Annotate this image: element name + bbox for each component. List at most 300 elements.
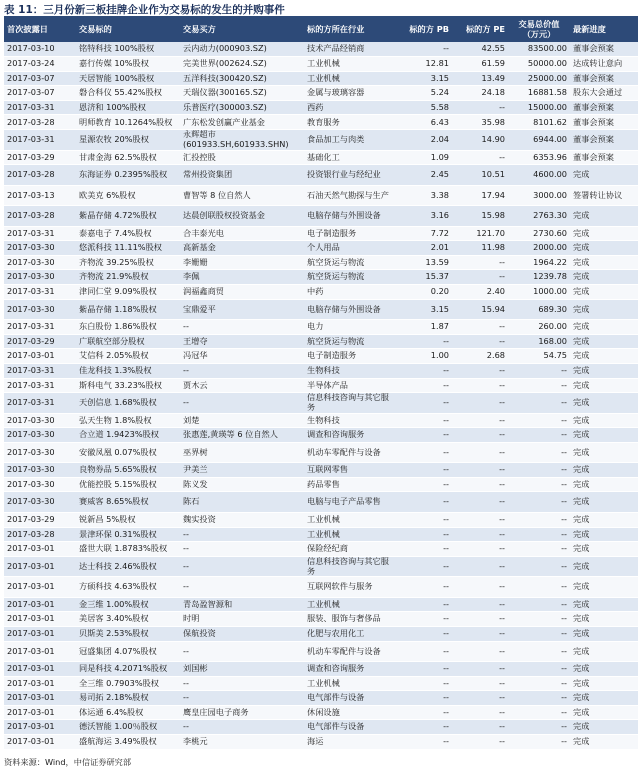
cell-industry: 调查和咨询服务 [304,662,396,677]
cell-industry: 互联网软件与服务 [304,577,396,598]
cell-value: 50000.00 [508,57,570,72]
cell-progress: 完成 [570,463,638,478]
cell-industry: 石油天然气勘探与生产 [304,185,396,206]
cell-buyer: -- [180,691,304,706]
header-date: 首次披露日 [4,16,76,42]
table-row [4,100,638,115]
table-row [4,42,638,57]
cell-date: 2017-03-31 [4,363,76,378]
cell-value: 8101.62 [508,115,570,130]
cell-date: 2017-03-31 [4,100,76,115]
cell-pe: 11.98 [452,241,508,256]
table-title: 表 11：三月份新三板挂牌企业作为交易标的发生的并购事件 [4,4,285,16]
cell-target: 磐合科仪 55.42%股权 [76,86,180,101]
cell-buyer: 达晨创联股权投资基金 [180,206,304,227]
table-row [4,477,638,492]
cell-industry: 航空货运与物流 [304,270,396,285]
cell-date: 2017-03-29 [4,334,76,349]
cell-progress: 完成 [570,577,638,598]
cell-target: 星源农牧 20%股权 [76,130,180,151]
cell-target: 弘天生物 1.8%股权 [76,413,180,428]
cell-date: 2017-03-01 [4,641,76,662]
cell-value: -- [508,363,570,378]
cell-target: 冠盛集团 4.07%股权 [76,641,180,662]
cell-value: -- [508,393,570,414]
cell-target: 明师教育 10.1264%股权 [76,115,180,130]
table-row [4,71,638,86]
cell-pb: -- [396,662,452,677]
cell-date: 2017-03-28 [4,206,76,227]
cell-target: 铭特科技 100%股权 [76,42,180,57]
cell-value: 4600.00 [508,165,570,186]
cell-pe: 17.94 [452,185,508,206]
cell-date: 2017-03-30 [4,428,76,443]
cell-date: 2017-03-28 [4,165,76,186]
cell-pb: 12.81 [396,57,452,72]
cell-target: 贝斯美 2.53%股权 [76,626,180,641]
cell-pb: -- [396,577,452,598]
cell-value: 168.00 [508,334,570,349]
cell-target: 甘肃金海 62.5%股权 [76,150,180,165]
cell-pb: -- [396,492,452,513]
cell-target: 金三维 1.00%股权 [76,597,180,612]
cell-pb: 1.09 [396,150,452,165]
cell-target: 良物券品 5.65%股权 [76,463,180,478]
cell-buyer: 天瑞仪器(300165.SZ) [180,86,304,101]
cell-industry: 化肥与农用化工 [304,626,396,641]
cell-pe: 35.98 [452,115,508,130]
cell-target: 安徽凤凰 0.07%股权 [76,442,180,463]
cell-target: 德沃智能 1.00％股权 [76,720,180,735]
cell-progress: 达成转让意向 [570,57,638,72]
table-row [4,597,638,612]
cell-pb: 2.04 [396,130,452,151]
cell-industry: 电脑存储与外围设备 [304,299,396,320]
cell-progress: 董事会预案 [570,71,638,86]
cell-pe: -- [452,334,508,349]
cell-pe: -- [452,442,508,463]
cell-industry: 工业机械 [304,676,396,691]
cell-progress: 完成 [570,393,638,414]
cell-industry: 电脑与电子产品零售 [304,492,396,513]
cell-target: 体运通 6.4%股权 [76,705,180,720]
cell-industry: 西药 [304,100,396,115]
header-industry: 标的方所在行业 [304,16,396,42]
cell-target: 恩济和 100%股权 [76,100,180,115]
cell-target: 盛世大联 1.8783%股权 [76,542,180,557]
cell-value: -- [508,428,570,443]
cell-pe: -- [452,626,508,641]
cell-buyer: 李佩 [180,270,304,285]
cell-value: 6353.96 [508,150,570,165]
cell-industry: 电气部件与设备 [304,720,396,735]
cell-pb: -- [396,735,452,750]
cell-progress: 完成 [570,413,638,428]
header-progress: 最新进度 [570,16,638,42]
cell-date: 2017-03-01 [4,691,76,706]
cell-progress: 完成 [570,270,638,285]
cell-date: 2017-03-31 [4,320,76,335]
cell-pb: 5.24 [396,86,452,101]
cell-progress: 完成 [570,512,638,527]
cell-buyer: 常州投资集团 [180,165,304,186]
cell-industry: 中药 [304,285,396,300]
cell-pe: 15.98 [452,206,508,227]
cell-date: 2017-03-30 [4,241,76,256]
cell-progress: 董事会预案 [570,130,638,151]
cell-value: 54.75 [508,349,570,364]
cell-industry: 工业机械 [304,512,396,527]
cell-pe: 61.59 [452,57,508,72]
mna-table [4,16,638,750]
table-row [4,206,638,227]
cell-value: 1964.22 [508,255,570,270]
cell-progress: 董事会预案 [570,42,638,57]
source-note: 资料来源：Wind，中信证券研究部 [4,757,132,767]
cell-buyer: 鹰皇庄园电子商务 [180,705,304,720]
cell-value: -- [508,463,570,478]
cell-pe: -- [452,428,508,443]
cell-industry: 电子制造服务 [304,226,396,241]
cell-target: 美居客 3.40%股权 [76,612,180,627]
cell-pb: -- [396,556,452,577]
cell-target: 紫晶存储 1.18%股权 [76,299,180,320]
cell-target: 嘉行传媒 10%股权 [76,57,180,72]
table-row [4,720,638,735]
cell-pb: -- [396,393,452,414]
cell-progress: 完成 [570,597,638,612]
cell-target: 景津环保 0.31%股权 [76,527,180,542]
cell-industry: 个人用品 [304,241,396,256]
cell-progress: 完成 [570,255,638,270]
cell-date: 2017-03-30 [4,492,76,513]
cell-date: 2017-03-31 [4,378,76,393]
cell-pb: 2.45 [396,165,452,186]
cell-progress: 完成 [570,226,638,241]
cell-industry: 电力 [304,320,396,335]
cell-value: -- [508,512,570,527]
table-row [4,115,638,130]
cell-industry: 服装、服饰与奢侈品 [304,612,396,627]
cell-date: 2017-03-01 [4,626,76,641]
cell-target: 易司拓 2.18%股权 [76,691,180,706]
cell-target: 锐新昌 5%股权 [76,512,180,527]
table-row [4,641,638,662]
cell-date: 2017-03-29 [4,512,76,527]
cell-value: 16881.58 [508,86,570,101]
cell-pe: 13.49 [452,71,508,86]
cell-buyer: 青岛盈智源和 [180,597,304,612]
table-row [4,463,638,478]
cell-value: -- [508,542,570,557]
cell-buyer: 广东松发创赢产业基金 [180,115,304,130]
cell-pb: 7.72 [396,226,452,241]
header-pb: 标的方 PB [396,16,452,42]
cell-buyer: 汇投控股 [180,150,304,165]
cell-pb: 3.15 [396,71,452,86]
cell-buyer: -- [180,641,304,662]
cell-buyer: 合丰泰光电 [180,226,304,241]
cell-value: -- [508,735,570,750]
cell-date: 2017-03-10 [4,42,76,57]
cell-pb: -- [396,705,452,720]
table-row [4,349,638,364]
cell-progress: 完成 [570,735,638,750]
cell-date: 2017-03-29 [4,150,76,165]
cell-buyer: -- [180,527,304,542]
cell-pe: -- [452,577,508,598]
cell-industry: 航空货运与物流 [304,334,396,349]
cell-date: 2017-03-30 [4,442,76,463]
cell-pe: -- [452,150,508,165]
table-row [4,363,638,378]
cell-pe: -- [452,255,508,270]
cell-pe: -- [452,691,508,706]
cell-target: 盛航海运 3.49%股权 [76,735,180,750]
cell-industry: 投资银行业与经纪业 [304,165,396,186]
table-body [4,42,638,749]
table-row [4,662,638,677]
cell-buyer: 尹美兰 [180,463,304,478]
table-row [4,320,638,335]
cell-progress: 完成 [570,378,638,393]
cell-pe: -- [452,597,508,612]
table-row [4,185,638,206]
cell-buyer: 魏实投资 [180,512,304,527]
cell-date: 2017-03-01 [4,556,76,577]
cell-pb: -- [396,641,452,662]
cell-progress: 完成 [570,612,638,627]
cell-progress: 完成 [570,428,638,443]
cell-value: 3000.00 [508,185,570,206]
cell-target: 紫晶存储 4.72%股权 [76,206,180,227]
cell-buyer: -- [180,542,304,557]
table-row [4,676,638,691]
cell-date: 2017-03-31 [4,226,76,241]
cell-buyer: 张惠莲,黄瑛等 6 位自然人 [180,428,304,443]
cell-date: 2017-03-31 [4,393,76,414]
cell-date: 2017-03-07 [4,71,76,86]
cell-date: 2017-03-01 [4,662,76,677]
cell-industry: 药品零售 [304,477,396,492]
table-row [4,150,638,165]
cell-pb: 3.16 [396,206,452,227]
cell-target: 合立道 1.9423%股权 [76,428,180,443]
cell-pb: -- [396,334,452,349]
cell-pb: -- [396,542,452,557]
cell-buyer: 五洋科技(300420.SZ) [180,71,304,86]
cell-date: 2017-03-30 [4,270,76,285]
cell-buyer: -- [180,320,304,335]
cell-buyer: 时明 [180,612,304,627]
cell-pe: -- [452,720,508,735]
cell-progress: 完成 [570,641,638,662]
cell-pe: -- [452,542,508,557]
cell-value: -- [508,492,570,513]
cell-buyer: 永辉超市(601933.SH,601933.SHN) [180,130,304,151]
cell-progress: 完成 [570,691,638,706]
cell-industry: 食品加工与肉类 [304,130,396,151]
table-row [4,57,638,72]
cell-value: -- [508,527,570,542]
table-row [4,626,638,641]
cell-date: 2017-03-01 [4,705,76,720]
cell-value: -- [508,705,570,720]
table-row [4,226,638,241]
cell-value: -- [508,641,570,662]
cell-industry: 机动车零配件与设备 [304,442,396,463]
table-row [4,86,638,101]
cell-value: 6944.00 [508,130,570,151]
cell-value: -- [508,626,570,641]
cell-target: 东海证券 0.2395%股权 [76,165,180,186]
cell-progress: 董事会预案 [570,150,638,165]
table-row [4,527,638,542]
table-header-row [4,16,638,42]
table-row [4,393,638,414]
cell-industry: 生物科技 [304,413,396,428]
cell-value: 1239.78 [508,270,570,285]
cell-date: 2017-03-24 [4,57,76,72]
cell-pe: -- [452,477,508,492]
cell-progress: 完成 [570,285,638,300]
cell-buyer: 润福鑫商贸 [180,285,304,300]
cell-buyer: -- [180,363,304,378]
cell-buyer: 陈石 [180,492,304,513]
cell-pb: -- [396,463,452,478]
header-value: 交易总价值（万元） [508,16,570,42]
header-target: 交易标的 [76,16,180,42]
cell-value: 83500.00 [508,42,570,57]
cell-value: -- [508,612,570,627]
cell-progress: 完成 [570,299,638,320]
cell-date: 2017-03-30 [4,299,76,320]
cell-buyer: 贾木云 [180,378,304,393]
cell-pe: -- [452,100,508,115]
table-row [4,378,638,393]
table-row [4,165,638,186]
cell-pe: -- [452,556,508,577]
cell-target: 齐物流 39.25%股权 [76,255,180,270]
cell-pe: -- [452,676,508,691]
cell-target: 佳龙科技 1.3%股权 [76,363,180,378]
cell-progress: 完成 [570,705,638,720]
cell-buyer: 王增夺 [180,334,304,349]
cell-buyer: -- [180,676,304,691]
cell-date: 2017-03-30 [4,413,76,428]
cell-target: 艾信科 2.05%股权 [76,349,180,364]
cell-target: 悠派科技 11.11%股权 [76,241,180,256]
cell-pe: 24.18 [452,86,508,101]
cell-progress: 完成 [570,165,638,186]
cell-date: 2017-03-01 [4,349,76,364]
cell-pb: 1.00 [396,349,452,364]
cell-value: -- [508,442,570,463]
cell-pe: -- [452,527,508,542]
table-row [4,735,638,750]
cell-pe: 15.94 [452,299,508,320]
cell-pb: 15.37 [396,270,452,285]
cell-industry: 互联网零售 [304,463,396,478]
cell-industry: 信息科技咨询与其它服务 [304,393,396,414]
cell-date: 2017-03-07 [4,86,76,101]
header-buyer: 交易买方 [180,16,304,42]
cell-buyer: 完美世界(002624.SZ) [180,57,304,72]
table-row [4,556,638,577]
cell-industry: 电子制造服务 [304,349,396,364]
cell-progress: 完成 [570,492,638,513]
cell-progress: 完成 [570,349,638,364]
cell-target: 赛威客 8.65%股权 [76,492,180,513]
cell-progress: 完成 [570,720,638,735]
cell-pb: -- [396,626,452,641]
cell-target: 泰嘉电子 7.4%股权 [76,226,180,241]
cell-pe: -- [452,612,508,627]
cell-target: 广联航空部分股权 [76,334,180,349]
cell-industry: 机动车零配件与设备 [304,641,396,662]
cell-progress: 完成 [570,527,638,542]
cell-pb: -- [396,612,452,627]
cell-target: 津同仁堂 9.09%股权 [76,285,180,300]
cell-pe: -- [452,413,508,428]
cell-industry: 工业机械 [304,597,396,612]
cell-industry: 生物科技 [304,363,396,378]
cell-pe: 2.68 [452,349,508,364]
cell-industry: 工业机械 [304,57,396,72]
cell-value: -- [508,720,570,735]
table-row [4,428,638,443]
header-pe: 标的方 PE [452,16,508,42]
cell-buyer: 李姗姗 [180,255,304,270]
cell-pb: -- [396,413,452,428]
table-row [4,413,638,428]
cell-buyer: -- [180,393,304,414]
cell-date: 2017-03-31 [4,285,76,300]
table-row [4,255,638,270]
cell-progress: 完成 [570,334,638,349]
cell-target: 齐物流 21.9%股权 [76,270,180,285]
cell-pb: -- [396,512,452,527]
cell-industry: 工业机械 [304,527,396,542]
cell-pb: -- [396,42,452,57]
cell-value: 2730.60 [508,226,570,241]
table-row [4,691,638,706]
cell-progress: 完成 [570,320,638,335]
cell-value: -- [508,662,570,677]
cell-value: -- [508,378,570,393]
cell-value: 2000.00 [508,241,570,256]
cell-progress: 完成 [570,363,638,378]
cell-target: 欧美克 6%股权 [76,185,180,206]
cell-pb: 3.15 [396,299,452,320]
cell-buyer: 刘国彬 [180,662,304,677]
cell-value: 689.30 [508,299,570,320]
cell-industry: 信息科技咨询与其它服务 [304,556,396,577]
cell-buyer: 保航投资 [180,626,304,641]
cell-progress: 董事会预案 [570,100,638,115]
cell-pe: -- [452,735,508,750]
cell-pe: -- [452,363,508,378]
cell-pb: 1.87 [396,320,452,335]
cell-pb: -- [396,691,452,706]
cell-industry: 基础化工 [304,150,396,165]
cell-industry: 电气部件与设备 [304,691,396,706]
cell-pb: 5.58 [396,100,452,115]
cell-buyer: 李桃元 [180,735,304,750]
cell-target: 全三维 0.7903%股权 [76,676,180,691]
cell-industry: 工业机械 [304,71,396,86]
cell-industry: 保险经纪商 [304,542,396,557]
